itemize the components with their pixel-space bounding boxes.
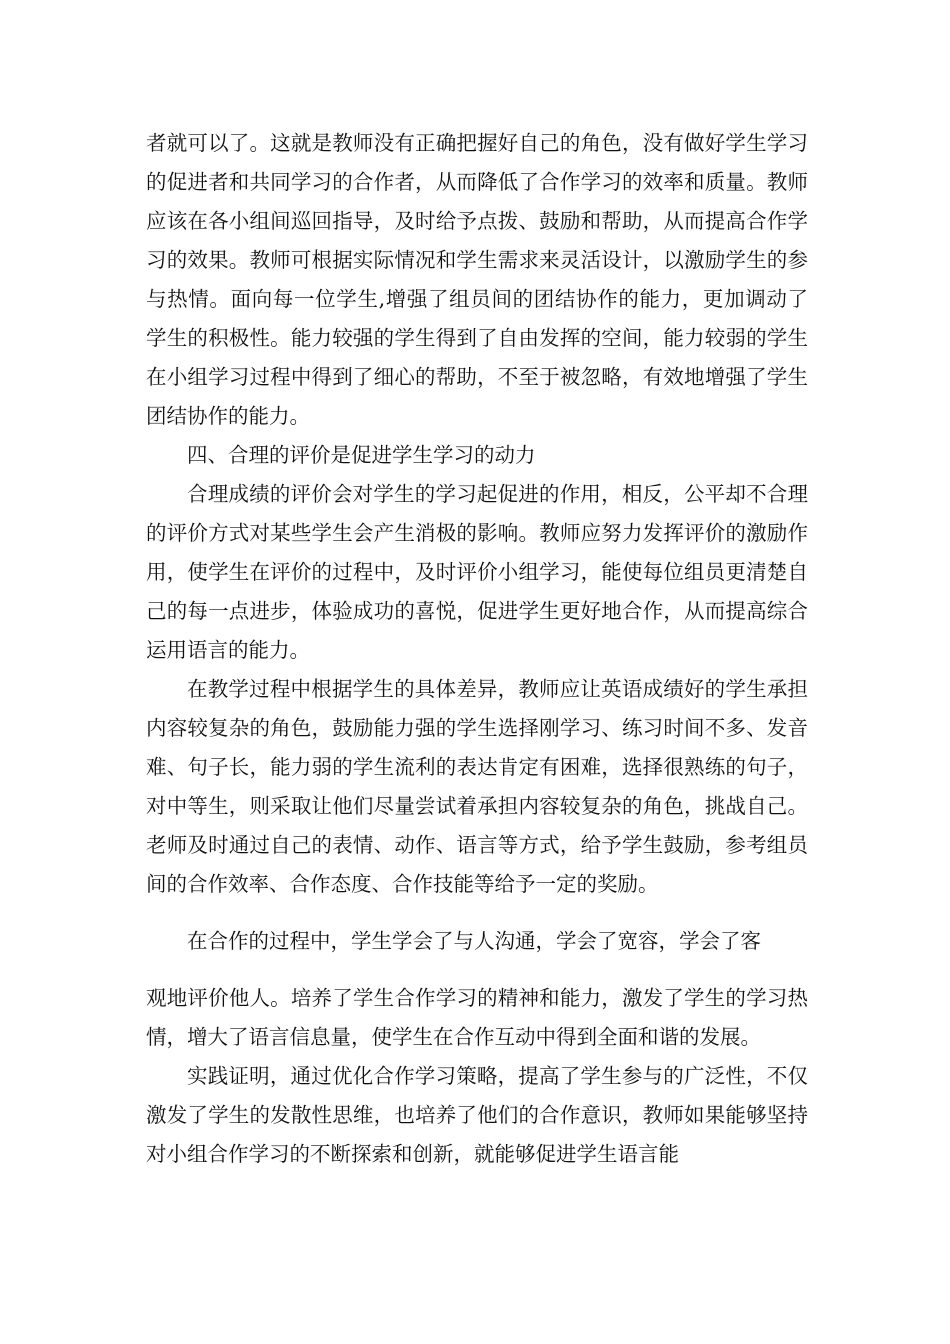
document-body xyxy=(146,124,808,1174)
paragraph-continued: 者就可以了。这就是教师没有正确把握好自己的角色，没有做好学生学习的促进者和共同学习的合作者，从而降低了合作学习的效率和质量。教师应该在各小组间巡回指导，及时给予点拨、鼓励和帮助，从而提高合作学习的效果。教师可根据实际情况和学生需求来灵活设计，以激励学生的参与热情。面向每一位学生,增强了组员间的团结协作的能力，更加调动了学生的积极性。能力较强的学生得到了自由发挥的空间，能力较弱的学生在小组学习过程中得到了细心的帮助，不至于被忽略，有效地增强了学生团结协作的能力。 xyxy=(146,131,808,428)
paragraph-evaluation: 合理成绩的评价会对学生的学习起促进的作用，相反，公平却不合理的评价方式对某些学生会产生消极的影响。教师应努力发挥评价的激励作用，使学生在评价的过程中，及时评价小组学习，能使每位组员更清楚自己的每一点进步，体验成功的喜悦，促进学生更好地合作，从而提高综合运用语言的能力。 xyxy=(146,482,808,662)
paragraph-conclusion: 实践证明，通过优化合作学习策略，提高了学生参与的广泛性，不仅激发了学生的发散性思维，也培养了他们的合作意识，教师如果能够坚持对小组合作学习的不断探索和创新，就能够促进学生语言能 xyxy=(146,1064,808,1166)
section-heading: 四、合理的评价是促进学生学习的动力 xyxy=(187,443,536,467)
paragraph-cooperation-start: 在合作的过程中，学生学会了与人沟通，学会了宽容，学会了客 xyxy=(187,929,761,953)
paragraph-cooperation-rest: 观地评价他人。培养了学生合作学习的精神和能力，激发了学生的学习热情，增大了语言信息量，使学生在合作互动中得到全面和谐的发展。 xyxy=(146,986,808,1049)
paragraph-teaching-process: 在教学过程中根据学生的具体差异，教师应让英语成绩好的学生承担内容较复杂的角色，鼓励能力强的学生选择刚学习、练习时间不多、发音难、句子长，能力弱的学生流利的表达肯定有困难，选择很熟练的句子，对中等生，则采取让他们尽量尝试着承担内容较复杂的角色，挑战自己。老师及时通过自己的表情、动作、语言等方式，给予学生鼓励，参考组员间的合作效率、合作态度、合作技能等给予一定的奖励。 xyxy=(146,677,808,896)
